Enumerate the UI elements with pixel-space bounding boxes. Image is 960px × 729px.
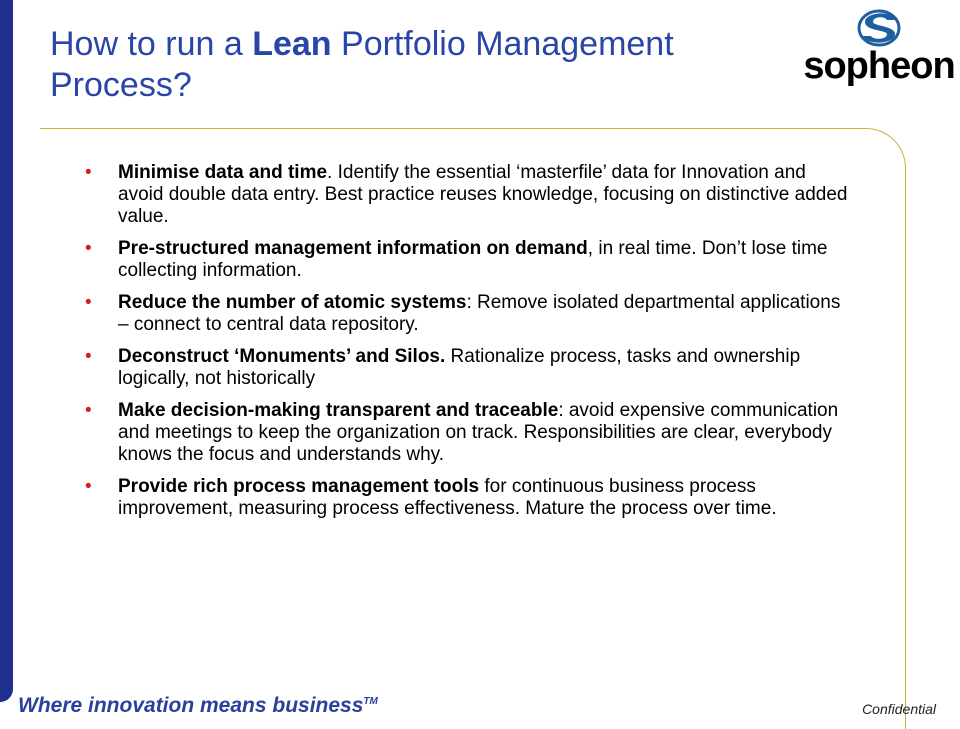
list-item: [80, 292, 850, 336]
bullet-content: [80, 162, 850, 530]
bullet-heading: Make decision-making transparent and traceable: [118, 400, 559, 421]
list-item: [80, 238, 850, 282]
list-item: [80, 346, 850, 390]
list-item: [80, 400, 850, 466]
bullet-heading: Pre-structured management information on demand: [118, 238, 588, 259]
sopheon-s-mark-icon: [800, 8, 960, 48]
sopheon-logo: [800, 8, 960, 88]
footer-tagline: [18, 690, 378, 718]
title-bold: Lean: [252, 25, 332, 63]
list-item: [80, 476, 850, 520]
bullet-text: : Remove isolated departmental applications – connect to central data repository.: [118, 292, 841, 335]
bullet-text: , in real time. Don’t lose time collecting information.: [118, 238, 828, 281]
bullet-dot: •: [85, 476, 92, 497]
bullet-text: for continuous business process improvement, measuring process effectiveness. Mature the process over time.: [118, 476, 777, 519]
bullet-dot: •: [85, 292, 92, 313]
bullet-list: [80, 162, 850, 520]
title-part2: Portfolio Management Process?: [50, 25, 674, 104]
tagline-text: Where innovation means business: [18, 694, 364, 717]
bullet-dot: •: [85, 400, 92, 421]
bullet-heading: Minimise data and time: [118, 162, 328, 183]
left-accent-bar: [0, 0, 13, 702]
confidential-label: Confidential: [862, 701, 936, 717]
bullet-heading: Provide rich process management tools: [118, 476, 480, 497]
bullet-heading: Reduce the number of atomic systems: [118, 292, 467, 313]
bullet-dot: •: [85, 346, 92, 367]
bullet-text: Rationalize process, tasks and ownership logically, not historically: [118, 346, 801, 389]
bullet-text: : avoid expensive communication and meetings to keep the organization on track. Responsibilities are clear, everybody knows the focus and understands why.: [118, 400, 839, 465]
bullet-dot: •: [85, 238, 92, 259]
title-part1: How to run a: [50, 25, 253, 63]
logo-wordmark: sopheon: [803, 45, 955, 87]
trademark-mark: TM: [363, 696, 378, 707]
bullet-text: . Identify the essential ‘masterfile’ data for Innovation and avoid double data entry. Best practice reuses knowledge, focusing on distinctive added value.: [118, 162, 848, 227]
page-title: [50, 24, 790, 106]
list-item: [80, 162, 850, 228]
bullet-heading: Deconstruct ‘Monuments’ and Silos.: [118, 346, 446, 367]
bullet-dot: •: [85, 162, 92, 183]
